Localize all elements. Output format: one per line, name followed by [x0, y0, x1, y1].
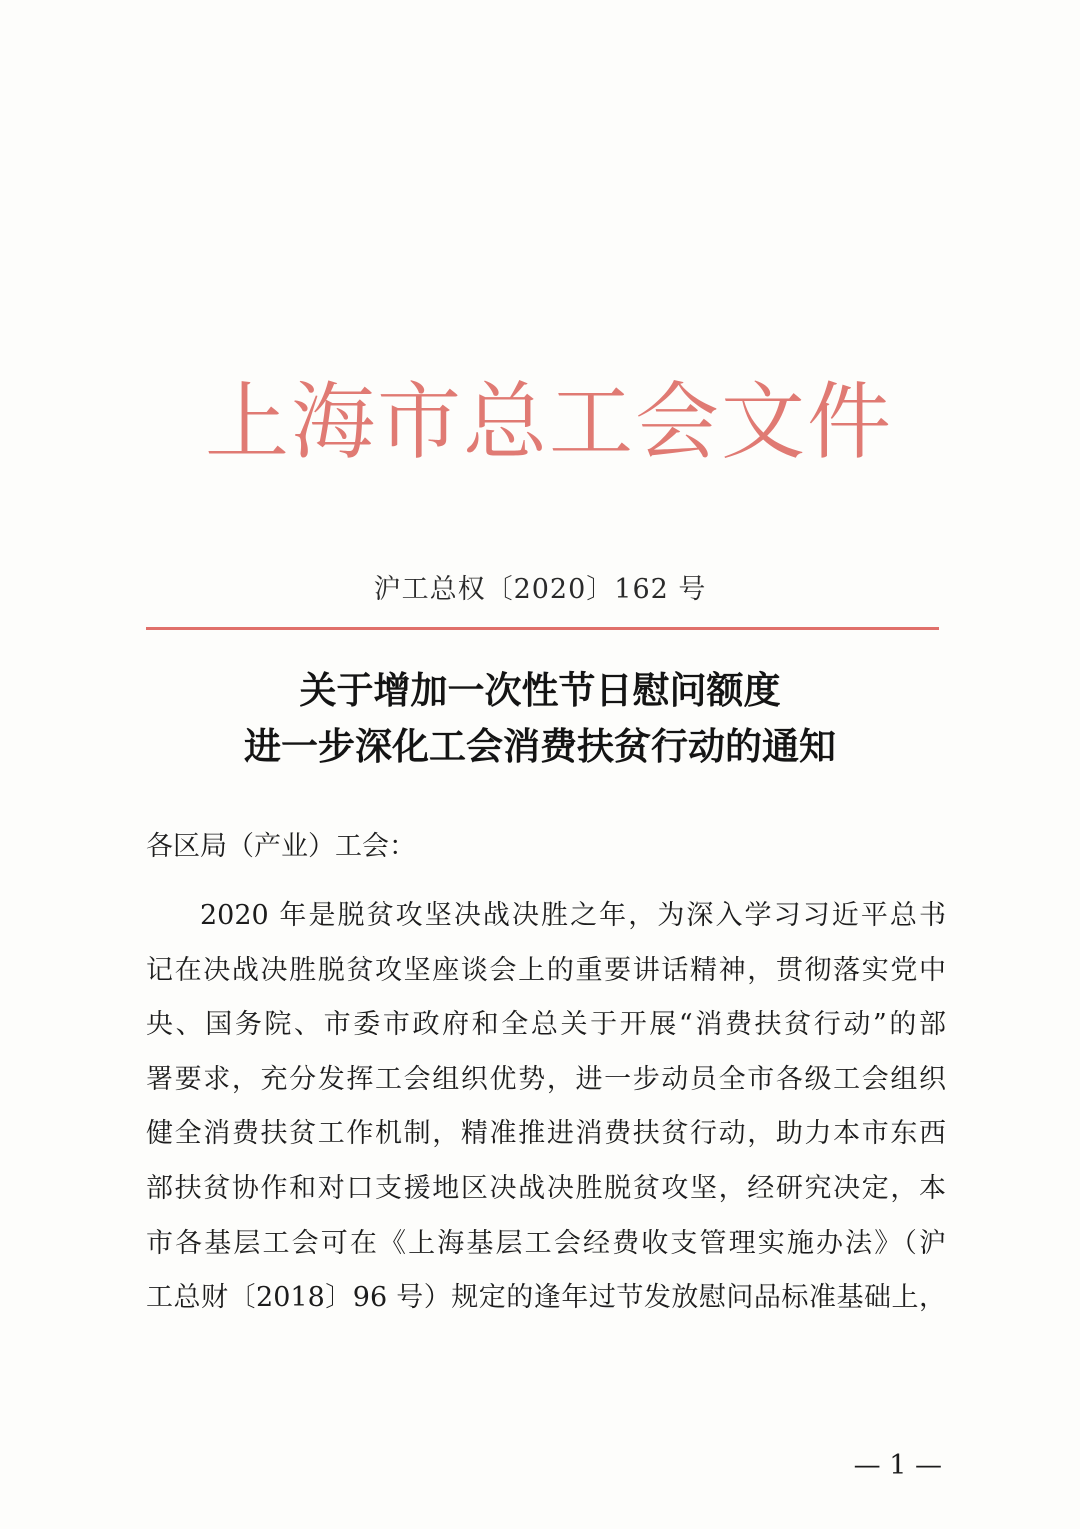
page-number: — 1 —	[853, 1450, 942, 1481]
masthead: 上海市总工会文件	[205, 373, 894, 471]
document-title	[0, 662, 1080, 774]
title-line: 关于增加一次性节日慰问额度	[299, 668, 781, 712]
salutation: 各区局（产业）工会：	[146, 831, 416, 862]
body-line: 市各基层工会可在《上海基层工会经费收支管理实施办法》（沪	[146, 1227, 946, 1259]
body-line: 2020 年是脱贫攻坚决战决胜之年，为深入学习习近平总书	[200, 900, 946, 931]
body-line: 署要求，充分发挥工会组织优势，进一步动员全市各级工会组织	[146, 1063, 946, 1095]
body-line: 央、国务院、市委市政府和全总关于开展“消费扶贫行动”的部	[146, 1009, 946, 1041]
body-line: 记在决战决胜脱贫攻坚座谈会上的重要讲话精神，贯彻落实党中	[146, 954, 946, 986]
body-line: 健全消费扶贫工作机制，精准推进消费扶贫行动，助力本市东西	[146, 1118, 946, 1150]
title-line: 进一步深化工会消费扶贫行动的通知	[244, 724, 836, 768]
red-separator-line	[146, 627, 939, 630]
body-paragraph	[146, 889, 946, 1326]
document-number: 沪工总权〔2020〕162 号	[373, 574, 707, 605]
body-line: 部扶贫协作和对口支援地区决战决胜脱贫攻坚，经研究决定，本	[146, 1172, 946, 1204]
body-line: 工总财〔2018〕96 号）规定的逢年过节发放慰问品标准基础上，	[146, 1282, 946, 1314]
